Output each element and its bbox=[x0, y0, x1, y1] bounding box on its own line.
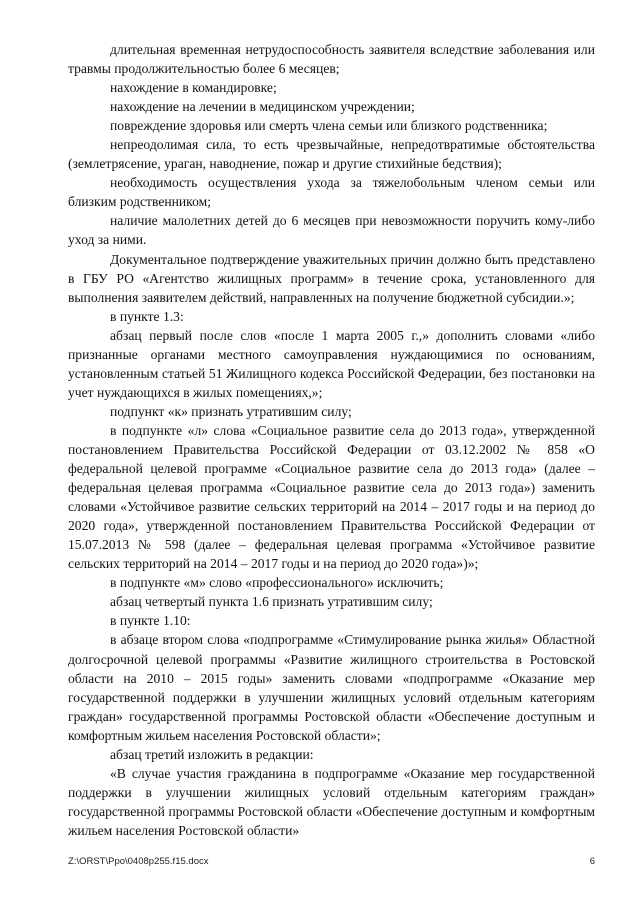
paragraph: повреждение здоровья или смерть члена семьи или близкого родственника; bbox=[110, 118, 548, 134]
paragraph: в подпункте «л» слова «Социальное развитие села до 2013 года», утвержденной постановлением Правительства Российской Федерации от 03.12.2002 № 858 «О федеральной целевой программе «Социальное развитие села до 2013 года» (далее – федеральная целевая программа «Социальное развитие села до 2013 года») заменить словами «Устойчивое развитие сельских территорий на 2014 – 2017 годы и на период до 2020 года», утвержденной постановлением Правительства Российской Федерации от 15.07.2013 № 598 (далее – федеральная целевая программа «Устойчивое развитие сельских территорий на 2014 – 2017 годы и на период до 2020 года»)»; bbox=[68, 422, 595, 572]
paragraph: в пункте 1.3: bbox=[110, 308, 184, 324]
paragraph: в подпункте «м» слово «профессионального» исключить; bbox=[110, 575, 444, 591]
document-body bbox=[68, 40, 595, 840]
paragraph: абзац третий изложить в редакции: bbox=[110, 746, 314, 762]
paragraph: в пункте 1.10: bbox=[110, 613, 191, 629]
paragraph: длительная временная нетрудоспособность заявителя вследствие заболевания или травмы продолжительностью более 6 месяцев; bbox=[68, 42, 595, 77]
paragraph: необходимость осуществления ухода за тяжелобольным членом семьи или близким родственником; bbox=[68, 175, 595, 210]
paragraph: нахождение на лечении в медицинском учреждении; bbox=[110, 99, 415, 115]
footer-page-number: 6 bbox=[589, 856, 595, 867]
paragraph: в абзаце втором слова «подпрограмме «Стимулирование рынка жилья» Областной долгосрочной целевой программы «Развитие жилищного строительства в Ростовской области на 2010 – 2015 годы» заменить словами «подпрограмме «Оказание мер государственной поддержки в улучшении жилищных условий отдельным категориям граждан» государственной программы Ростовской области «Обеспечение доступным и комфортным жильем населения Ростовской области»; bbox=[68, 632, 595, 743]
paragraph: абзац первый после слов «после 1 марта 2005 г.,» дополнить словами «либо признанные органами местного самоуправления нуждающимися по основаниям, установленным статьей 51 Жилищного кодекса Российской Федерации, без постановки на учет нуждающихся в жилых помещениях,»; bbox=[68, 327, 595, 400]
paragraph: наличие малолетних детей до 6 месяцев при невозможности поручить кому-либо уход за ними. bbox=[68, 213, 595, 248]
paragraph: «В случае участия гражданина в подпрограмме «Оказание мер государственной поддержки в улучшении жилищных условий отдельным категориям граждан» государственной программы Ростовской области «Обеспечение доступным и комфортным жильем населения Ростовской области» bbox=[68, 765, 595, 838]
paragraph: подпункт «к» признать утратившим силу; bbox=[110, 403, 352, 419]
footer-file-path: Z:\ORST\Ppo\0408p255.f15.docx bbox=[68, 856, 209, 867]
paragraph: непреодолимая сила, то есть чрезвычайные, непредотвратимые обстоятельства (землетрясение, ураган, наводнение, пожар и другие стихийные бедствия); bbox=[68, 137, 595, 172]
paragraph: Документальное подтверждение уважительных причин должно быть представлено в ГБУ РО «Агентство жилищных программ» в течение срока, установленного для выполнения заявителем действий, направленных на получение бюджетной субсидии.»; bbox=[68, 251, 595, 305]
paragraph: абзац четвертый пункта 1.6 признать утратившим силу; bbox=[110, 594, 433, 610]
paragraph: нахождение в командировке; bbox=[110, 80, 277, 96]
